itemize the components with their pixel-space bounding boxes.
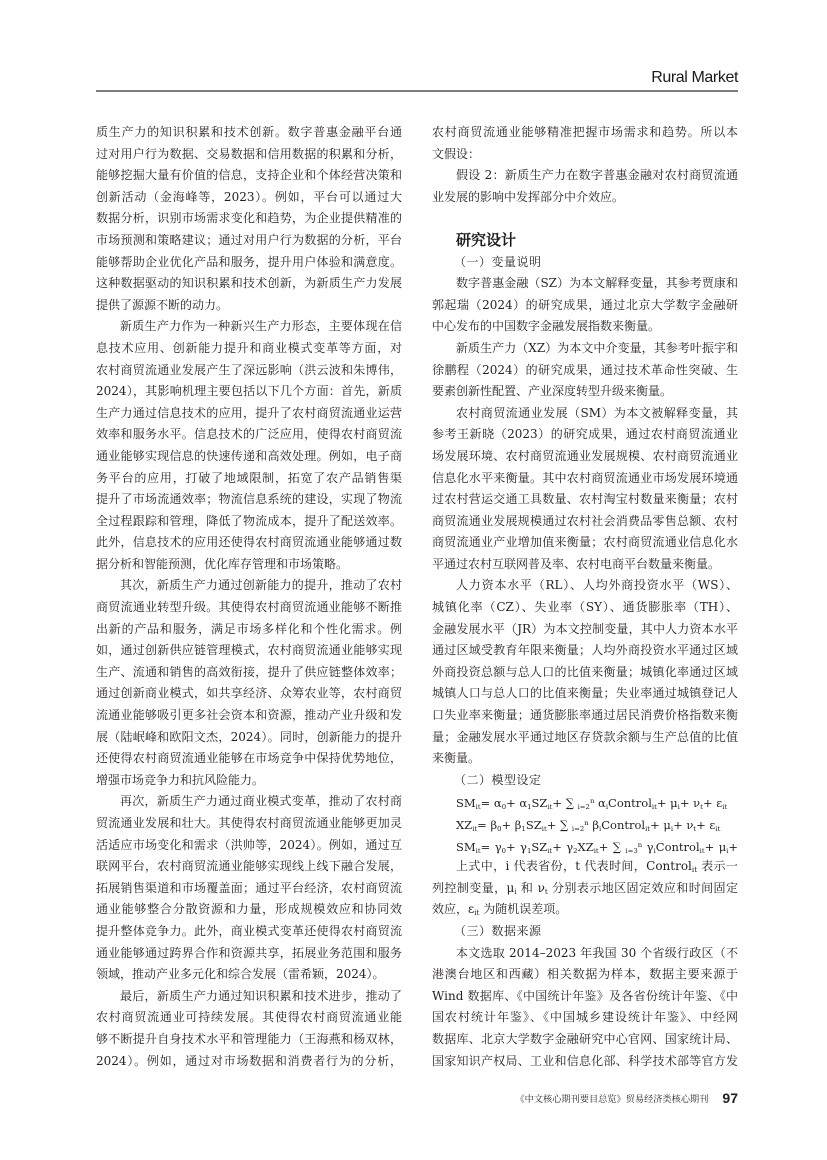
text-run: = γ	[480, 839, 502, 854]
text-line: 业发展的影响中发挥部分中介效应。	[432, 189, 625, 204]
text-line: 出新的产品和服务，满足市场多样化和个性化需求。例	[96, 621, 402, 636]
subscript: it	[475, 803, 481, 812]
text-line: 还使得农村商贸流通业能够在市场竞争中保持优势地位，	[96, 751, 402, 766]
text-line: 参考王新晓（2023）的研究成果，通过农村商贸流通业	[432, 427, 738, 442]
text-line: 最后，新质生产力通过知识积累和技术进步，推动了	[120, 988, 402, 1003]
text-run: + μ	[656, 796, 678, 811]
paragraph	[432, 122, 738, 165]
text-line: 量；金融发展水平通过地区存贷款余额与生产总值的比值	[432, 729, 738, 744]
text-line: Wind 数据库、《中国统计年鉴》及各省份统计年鉴、《中	[432, 988, 738, 1003]
subscript: 1	[526, 846, 532, 855]
text-line: 商贸流通业发展规模通过农村社会消费品零售总额、农村	[432, 513, 738, 528]
text-line: 数据分析，识别市场需求变化和趋势，为企业提供精准的	[96, 211, 402, 226]
text-run: 分别表示地区固定效应和时间固定	[547, 880, 738, 895]
subscript: t	[693, 825, 697, 834]
text-line: 数据库、北京大学数字金融研究中心官网、国家统计局、	[432, 1031, 738, 1046]
text-line: 通业能够实现信息的快速传递和高效处理。例如，电子商	[96, 448, 402, 463]
subscript: it	[541, 825, 547, 834]
text-line: 够不断提升自身技术水平和管理能力（王海燕和杨双林，	[96, 1031, 402, 1046]
text-run: 表示一	[701, 859, 738, 874]
running-header-title: Rural Market	[651, 69, 738, 86]
text-run: SM	[456, 796, 476, 811]
subscript: it	[547, 803, 553, 812]
right-text-column	[432, 122, 738, 1072]
subscript: 0	[501, 846, 506, 855]
left-text-column	[96, 122, 402, 1072]
text-line: 贸流通业发展和壮大。其使得农村商贸流通业能够更加灵	[96, 816, 402, 830]
text-line: 来衡量。	[432, 751, 481, 766]
text-line: 新质生产力（XZ）为本文中介变量，其参考叶振宇和	[456, 340, 738, 355]
text-line: 联网平台，农村商贸流通业能够实现线上线下融合发展，	[96, 859, 402, 874]
text-run: + ν	[679, 796, 701, 811]
paragraph	[96, 575, 402, 791]
text-line: 人力资本水平（RL）、人均外商投资水平（WS）、	[456, 578, 738, 593]
text-run: SZ	[525, 818, 542, 833]
text-run: γ	[642, 839, 654, 854]
text-line: 农村商贸流通业发展（SM）为本文被解释变量，其	[456, 405, 738, 420]
text-line: 展（陆岷峰和欧阳文杰，2024）。同时，创新能力的提升	[96, 729, 402, 744]
text-line	[432, 878, 738, 900]
text-run: 为随机误差项。	[479, 902, 568, 917]
text-line: 据分析和智能预测，优化库存管理和市场策略。	[96, 556, 349, 571]
text-line: 如，通过创新供应链管理模式，农村商贸流通业能够实现	[96, 643, 402, 658]
text-run: SZ	[531, 839, 548, 854]
text-run: XZ	[577, 839, 594, 854]
text-line: 创新活动（金海峰等，2023）。例如，平台可以通过大	[96, 189, 402, 204]
text-line: 要素创新性配置、产业深度转型升级来衡量。	[432, 384, 673, 399]
page-number: 97	[722, 1090, 738, 1106]
text-line: 提升整体竞争力。此外，商业模式变革还使得农村商贸流	[96, 923, 402, 938]
text-run: + α	[506, 796, 528, 811]
text-run: = α	[480, 796, 502, 811]
subscript: it	[715, 825, 721, 834]
text-line: 2024）。例如，通过对市场数据和消费者行为的分析，	[96, 1053, 402, 1068]
text-line: 增强市场竞争力和抗风险能力。	[96, 772, 265, 787]
paragraph	[432, 575, 738, 769]
subsection-heading: （一）变量说明	[454, 254, 542, 269]
text-line: 提升了市场流通效率；物流信息系统的建设，实现了物流	[96, 492, 402, 507]
subscript: it	[593, 846, 599, 855]
subsection-heading: （三）数据来源	[454, 923, 542, 938]
text-line: 新质生产力作为一种新兴生产力形态，主要体现在信	[120, 319, 402, 334]
paragraph	[432, 403, 738, 576]
subsection-heading: （二）模型设定	[454, 772, 542, 787]
text-run: Control	[655, 839, 700, 854]
paragraph	[432, 943, 738, 1073]
subscript: 1	[521, 825, 526, 834]
header-rule	[96, 90, 738, 92]
paragraph	[432, 338, 738, 403]
text-run: +	[728, 839, 738, 854]
subscript: 1	[527, 803, 532, 812]
text-line	[432, 856, 738, 878]
text-line	[432, 899, 738, 921]
text-line: 提供了源源不断的动力。	[96, 297, 229, 312]
text-run: + β	[501, 818, 522, 833]
text-line: 领域，推动产业多元化和综合发展（雷希颖，2024）。	[96, 967, 385, 982]
text-line: 中心发布的中国数字金融发展指数来衡量。	[432, 319, 661, 334]
text-line: 能够帮助企业优化产品和服务，提升用户体验和满意度。	[96, 254, 402, 269]
text-line: 生产、流通和销售的高效衔接，提升了供应链整体效率；	[96, 664, 402, 679]
text-line: 数字普惠金融（SZ）为本文解释变量，其参考贾康和	[456, 276, 738, 291]
paragraph	[432, 273, 738, 338]
text-run: = β	[477, 818, 498, 833]
text-line: 信息化水平来衡量。其中农村商贸流通业市场发展环境通	[432, 470, 738, 485]
text-run: 上式中，i 代表省份，t 代表时间，Control	[456, 859, 692, 874]
text-line: 场发展环境、农村商贸流通业发展规模、农村商贸流通业	[432, 448, 738, 463]
section-heading: 研究设计	[456, 230, 517, 249]
text-run: + μ	[650, 818, 671, 833]
subscript: it	[474, 908, 480, 918]
text-line: 其次，新质生产力通过创新能力的提升，推动了农村	[120, 578, 402, 593]
subscript: 0	[497, 825, 502, 834]
text-line: 拓展销售渠道和市场覆盖面；通过平台经济，农村商贸流	[96, 880, 402, 895]
text-line: 郭起瑞（2024）的研究成果，通过北京大学数字金融研	[432, 297, 738, 312]
text-run: + ∑	[598, 839, 626, 854]
subscript: i	[677, 803, 680, 812]
subscript: it	[472, 825, 478, 834]
subscript: it	[691, 865, 698, 875]
subscript: it	[547, 846, 553, 855]
text-line: 平通过农村互联网普及率、农村电商平台数量来衡量。	[432, 556, 721, 571]
subscript: 0	[501, 803, 507, 812]
text-run: + ε	[702, 796, 723, 811]
subscript: i	[726, 846, 729, 855]
text-line: 2024），其影响机理主要包括以下几个方面：首先，新质	[96, 384, 402, 399]
superscript: n	[584, 819, 589, 827]
subscript: i	[605, 803, 609, 812]
text-run: 和 ν	[516, 880, 545, 895]
text-run: XZ	[456, 818, 473, 833]
text-line: 本文选取 2014–2023 年我国 30 个省级行政区（不	[456, 945, 738, 960]
text-run: Control	[601, 818, 646, 833]
subscript: i	[670, 825, 674, 834]
text-run: Control	[608, 796, 652, 811]
equation	[432, 813, 738, 835]
footer-journal-note: 《中文核心期刊要目总览》贸易经济类核心期刊	[515, 1094, 709, 1105]
equation	[432, 791, 738, 813]
page-footer	[515, 1090, 738, 1106]
text-run: 效应，ε	[432, 902, 475, 917]
text-line: 全过程跟踪和管理，降低了物流成本，提升了配送效率。	[96, 513, 402, 528]
subscript: it	[645, 825, 651, 834]
paragraph	[96, 122, 402, 316]
text-line: 徐鹏程（2024）的研究成果，通过技术革命性突破、生	[432, 362, 738, 377]
text-run: + ∑	[546, 818, 572, 833]
text-line: 活适应市场变化和需求（洪帅等，2024）。例如，通过互	[96, 837, 402, 852]
paragraph	[96, 316, 402, 575]
subscript: it	[699, 846, 705, 855]
text-line: 国家知识产权局、工业和信息化部、科学技术部等官方发	[432, 1053, 738, 1068]
text-line: 通业能够通过跨界合作和资源共享，拓展业务范围和服务	[96, 945, 402, 960]
text-line: 市场预测和策略建议；通过对用户行为数据的分析，平台	[96, 232, 402, 247]
paragraph	[96, 791, 402, 985]
text-line: 口失业率来衡量；通货膨胀率通过居民消费价格指数来衡	[432, 708, 738, 723]
superscript: n	[637, 840, 643, 849]
text-line: 通业能够整合分散资源和力量，形成规模效应和协同效	[96, 902, 402, 917]
text-line: 农村商贸流通业能够精准把握市场需求和趋势。所以本	[432, 125, 738, 139]
text-line: 通过区域受教育年限来衡量；人均外商投资水平通过区域	[432, 643, 738, 658]
paragraph	[432, 856, 738, 921]
text-line: 港澳台地区和西藏）相关数据为样本，数据主要来源于	[432, 967, 738, 982]
blank-line	[432, 208, 738, 230]
text-run: + ∑	[552, 796, 578, 811]
text-run: + μ	[704, 839, 727, 854]
text-line: 农村商贸流通业可持续发展。其使得农村商贸流通业能	[96, 1010, 402, 1025]
subscript: i=3	[625, 846, 638, 855]
text-run: + γ	[552, 839, 574, 854]
subscript: i=2	[577, 803, 590, 812]
text-run: 列控制变量，μ	[432, 880, 515, 895]
text-run: β	[588, 818, 600, 833]
subscript: it	[651, 803, 657, 812]
text-line: 城镇化率（CZ）、失业率（SY）、通货膨胀率（TH）、	[432, 600, 738, 615]
subscript: i	[653, 846, 656, 855]
subscript: t	[700, 803, 703, 812]
text-line: 商贸流通业产业增加值来衡量；农村商贸流通业信息化水	[432, 535, 738, 550]
text-run: SZ	[531, 796, 548, 811]
text-line: 通过创新商业模式，如共享经济、众筹农业等，农村商贸	[96, 686, 402, 701]
equation	[432, 835, 738, 857]
text-run: + ν	[673, 818, 694, 833]
text-line: 能够挖掘大量有价值的信息，支持企业和个体经营决策和	[96, 168, 402, 183]
text-line: 这种数据驱动的知识积累和技术创新，为新质生产力发展	[96, 276, 402, 291]
subscript: i=2	[571, 825, 585, 834]
text-line: 城镇人口与总人口的比值来衡量；失业率通过城镇登记人	[432, 686, 738, 701]
text-line: 此外，信息技术的应用还使得农村商贸流通业能够通过数	[96, 535, 402, 550]
text-run: + γ	[505, 839, 527, 854]
text-line: 再次，新质生产力通过商业模式变革，推动了农村商	[120, 794, 402, 809]
text-line: 农村商贸流通业发展产生了深远影响（洪云波和朱博伟，	[96, 362, 402, 377]
text-line: 国农村统计年鉴》、《中国城乡建设统计年鉴》、中经网	[432, 1010, 738, 1025]
text-line: 假设 2：新质生产力在数字普惠金融对农村商贸流通	[456, 168, 738, 183]
text-line: 外商投资总额与总人口的比值来衡量；城镇化率通过区域	[432, 664, 738, 679]
subscript: it	[475, 846, 481, 855]
text-line: 文假设：	[432, 146, 481, 161]
subscript: 2	[573, 846, 578, 855]
text-run: SM	[456, 839, 476, 854]
paragraph	[432, 165, 738, 208]
text-line: 商贸流通业转型升级。其使得农村商贸流通业能够不断推	[96, 600, 402, 615]
text-line: 过对用户行为数据、交易数据和信用数据的积累和分析，	[96, 146, 402, 161]
text-line: 效率和服务水平。信息技术的广泛应用，使得农村商贸流	[96, 427, 402, 442]
subscript: it	[722, 803, 728, 812]
superscript: n	[589, 797, 595, 806]
text-line: 生产力通过信息技术的应用，提升了农村商贸流通业运营	[96, 405, 402, 420]
text-line: 过农村营运交通工具数量、农村淘宝村数量来衡量；农村	[432, 492, 738, 507]
paragraph	[96, 986, 402, 1072]
subscript: i	[599, 825, 602, 834]
text-line: 务平台的应用，打破了地域限制，拓宽了农产品销售渠	[96, 470, 402, 485]
text-line: 质生产力的知识积累和技术创新。数字普惠金融平台通	[96, 125, 402, 139]
text-run: α	[594, 796, 606, 811]
text-run: + ε	[696, 818, 716, 833]
text-line: 息技术应用、创新能力提升和商业模式变革等方面，对	[96, 340, 402, 355]
text-line: 流通业能够吸引更多社会资本和资源，推动产业升级和发	[96, 708, 402, 723]
subscript: i	[514, 886, 517, 896]
subscript: t	[544, 886, 548, 896]
text-line: 金融发展水平（JR）为本文控制变量，其中人力资本水平	[432, 621, 738, 636]
